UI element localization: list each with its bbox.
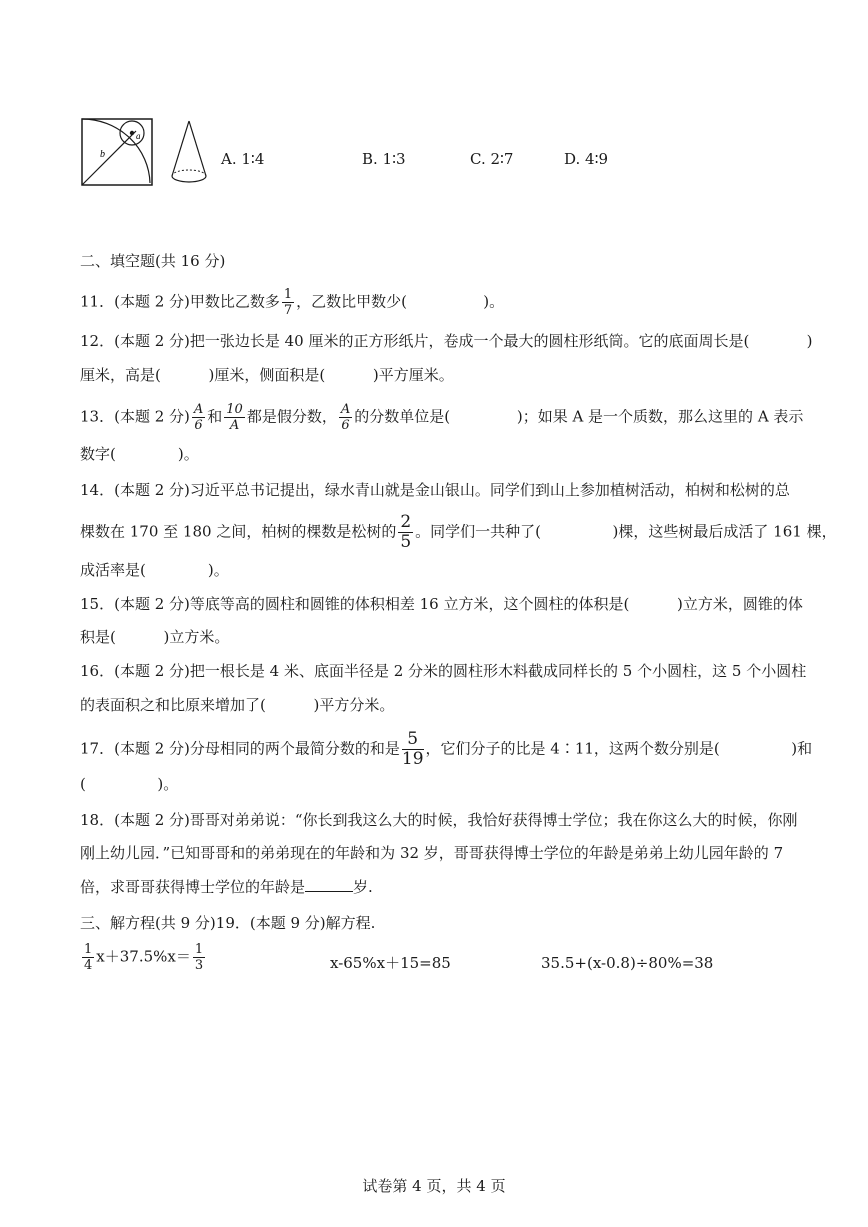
q13-fraction-a-6-unit: $\frac{A}{6}$ [340,402,351,433]
equation-1: $\frac{1}{4}$ x＋37.5%x＝ $\frac{1}{3}$ [84,942,204,973]
equation-3: 35.5+(x-0.8)÷80%=38 [541,954,714,972]
q11-fraction: $\frac{1}{7}$ [283,287,293,318]
question-18-line-1: 18．(本题 2 分)哥哥对弟弟说：“你长到我这么大的时候，我恰好获得博士学位；我在你这么大的时候，你刚 [80,811,798,829]
question-14-line-2: 棵数在 170 至 180 之间，柏树的棵数是松树的 $\frac{2}{5}$ 。同学们一共种了( )棵，这些树最后成活了 161 棵， [80,512,837,552]
question-12-line-2: 厘米，高是( )厘米，侧面积是( )平方厘米。 [80,366,454,384]
question-17-line-1: 17．(本题 2 分)分母相同的两个最简分数的和是 $\frac{5}{19}$ ，它们分子的比是 4∶11，这两个数分别是( )和 [80,729,813,769]
q17-fraction: $\frac{5}{19}$ [401,729,424,769]
question-15-line-1: 15．(本题 2 分)等底等高的圆柱和圆锥的体积相差 16 立方米，这个圆柱的体积是( )立方米，圆锥的体 [80,595,803,613]
question-17-line-2: ( )。 [80,775,179,793]
section-3-title: 三、解方程(共 9 分)19．(本题 9 分)解方程. [80,914,376,932]
question-15-line-2: 积是( )立方米。 [80,628,230,646]
q13-fraction-10-a: $\frac{10}{A}$ [226,402,243,433]
eq1-fraction-2: $\frac{1}{3}$ [194,942,204,973]
option-a[interactable]: A. 1∶4 [221,150,265,168]
option-c[interactable]: C. 2∶7 [470,150,514,168]
label-a: a [136,131,141,141]
page-footer: 试卷第 4 页，共 4 页 [362,1177,506,1195]
section-2-title: 二、填空题(共 16 分) [80,252,226,270]
question-11 [80,288,504,317]
eq1-fraction-1: $\frac{1}{4}$ [84,942,93,973]
question-16-line-1: 16．(本题 2 分)把一根长是 4 米、底面半径是 2 分米的圆柱形木料截成同样长的 5 个小圆柱，这 5 个小圆柱 [80,662,807,680]
cone-figure [168,119,210,187]
q11-post: ，乙数比甲数少( )。 [296,292,505,311]
square-circle-figure [80,117,156,187]
q14-fraction: $\frac{2}{5}$ [400,512,412,552]
question-13-line-1: 13．(本题 2 分) $\frac{A}{6}$ 和 $\frac{10}{A}$ 都是假分数， $\frac{A}{6}$ 的分数单位是( )；如果 A 是一个质数，那么这里的 A 表示 [80,402,804,433]
question-16-line-2: 的表面积之和比原来增加了( )平方分米。 [80,696,395,714]
question-14-line-3: 成活率是( )。 [80,561,229,579]
option-d[interactable]: D. 4∶9 [564,150,609,168]
question-12-line-1: 12．(本题 2 分)把一张边长是 40 厘米的正方形纸片，卷成一个最大的圆柱形纸筒。它的底面周长是( ) [80,332,813,350]
question-13-line-2: 数字( )。 [80,445,199,463]
q13-fraction-a-6: $\frac{A}{6}$ [193,402,204,433]
q11-pre: 11．(本题 2 分)甲数比乙数多 [80,292,280,311]
option-b[interactable]: B. 1∶3 [362,150,406,168]
question-18-line-3: 倍，求哥哥获得博士学位的年龄是 岁. [80,878,373,896]
question-14-line-1: 14．(本题 2 分)习近平总书记提出，绿水青山就是金山银山。同学们到山上参加植树活动，柏树和松树的总 [80,481,790,499]
label-b: b [100,149,105,160]
equation-2: x-65%x＋15=85 [330,954,451,972]
question-18-line-2: 刚上幼儿园．”已知哥哥和的弟弟现在的年龄和为 32 岁，哥哥获得博士学位的年龄是弟弟上幼儿园年龄的 7 [80,844,784,862]
q18-answer-blank[interactable] [305,879,353,892]
